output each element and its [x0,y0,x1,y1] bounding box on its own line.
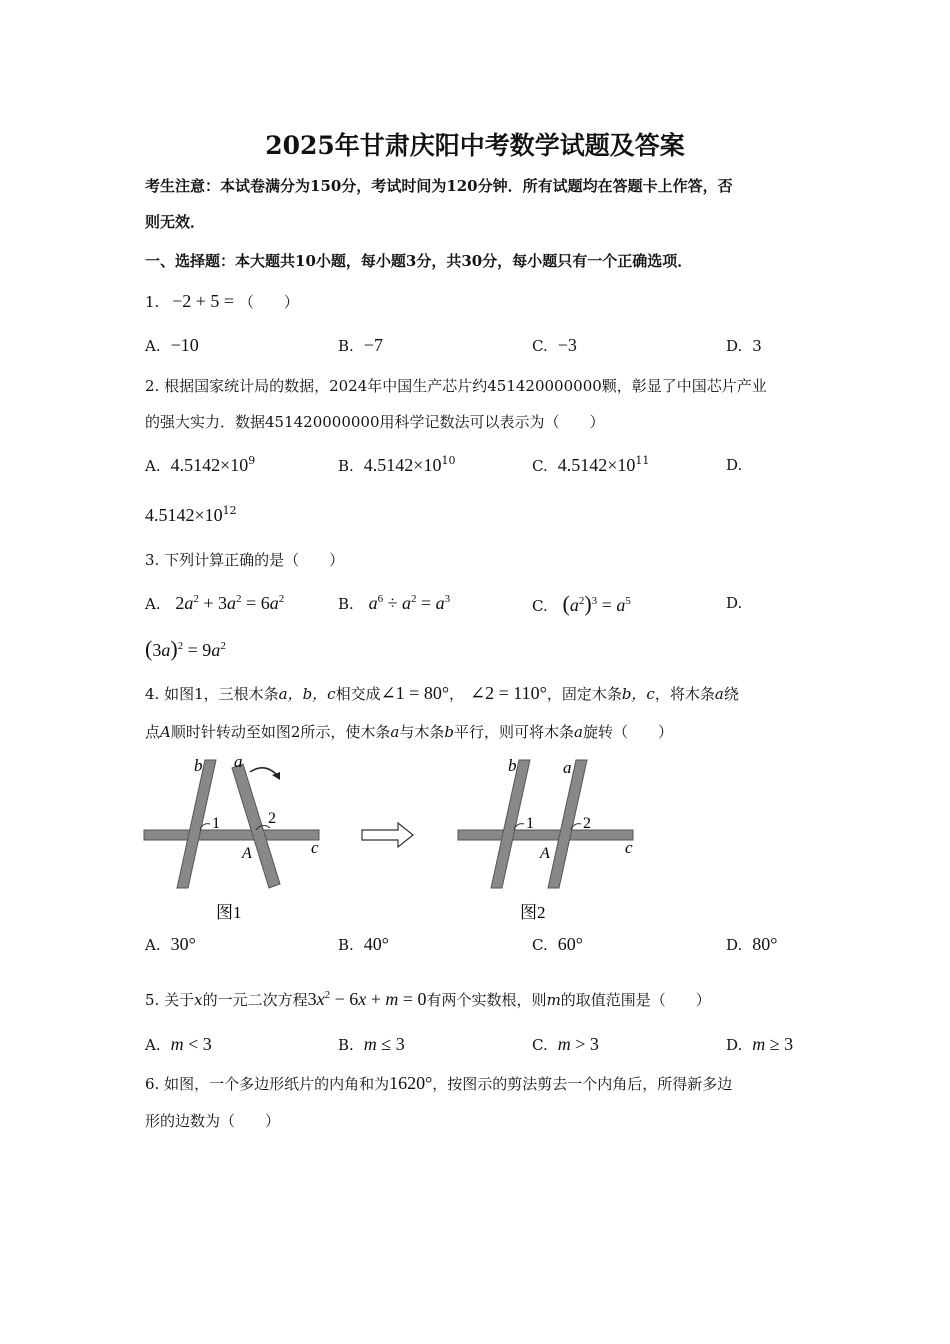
q1-paren: （ ） [238,293,299,311]
figure-2 [458,756,633,922]
q5-option-b[interactable]: B. m ≤ 3 [338,1034,405,1054]
page-title: 2025年甘肃庆阳中考数学试题及答案 [265,131,685,160]
q2-line-2: 的强大实力．数据451420000000用科学记数法可以表示为（ ） [145,413,605,431]
q2-line-1: 2. 根据国家统计局的数据，2024年中国生产芯片约451420000000颗，彰显了中国芯片产业 [145,377,767,395]
fig1-label-a: a [234,752,243,771]
transition-arrow-icon [362,823,413,847]
q3-stem: 3. 下列计算正确的是（ ） [145,551,345,569]
q3-option-b[interactable]: B. $a^6 \div a^2 = a^3$ [338,593,451,613]
q4-figure [130,750,650,930]
q4-option-d[interactable]: D. 80° [726,934,778,954]
q4-option-b[interactable]: B. 40° [338,934,389,954]
fig2-label-2: 2 [583,815,591,832]
q4-angle-1: ∠1 = 80° [380,683,450,703]
q1-option-c[interactable]: C. −3 [532,335,577,355]
fig1-label-b: b [194,756,203,775]
stick-c-1 [144,830,319,840]
q1-number: 1. [145,293,160,311]
question-5: 5. 关于x的一元二次方程$3x^2 - 6x + m = 0$有两个实数根，则m的取值范围是（ ） [145,989,711,1009]
q3-option-a[interactable]: A. $2a^2 + 3a^2 = 6a^2$ [145,593,285,613]
q5-option-a[interactable]: A. m < 3 [145,1034,212,1054]
figure-1 [144,752,319,922]
q3-option-c[interactable]: C. $(a^2)^3 = a^5$ [532,591,631,616]
q4-line-1: 4. 如图1，三根木条a，b，c相交成∠1 = 80°， ∠2 = 110°，固定木条b，c，将木条a绕 [145,683,739,703]
q4-line-2: 点A顺时针转动至如图2所示，使木条a与木条b平行，则可将木条a旋转（ ） [145,723,673,741]
fig1-caption: 图1 [216,903,242,922]
notice-line-2: 则无效． [145,213,206,231]
fig1-label-1: 1 [212,815,220,832]
q6-angle-sum: 1620° [389,1073,433,1093]
notice-line-1: 考生注意：本试卷满分为150分，考试时间为120分钟．所有试题均在答题卡上作答，否 [145,177,733,195]
fig1-label-c: c [311,838,319,857]
q1-expression: −2 + 5 = [172,291,235,311]
fig2-label-A: A [540,845,550,862]
stick-b-1 [177,760,216,888]
fig2-caption: 图2 [520,903,546,922]
q1-option-b[interactable]: B. −7 [338,335,383,355]
q2-option-c[interactable]: C. $4.5142\times 10^{11}$ [532,454,650,475]
q2-option-d-label[interactable]: D. [726,456,743,474]
stick-a-2 [548,760,587,888]
q4-option-a[interactable]: A. 30° [145,934,196,954]
q4-angle-2: ∠2 = 110° [470,683,547,703]
q6-line-2: 形的边数为（ ） [145,1112,281,1130]
fig2-label-a: a [563,758,572,777]
q1-option-a[interactable]: A. −10 [145,335,199,355]
q1-option-d[interactable]: D. 3 [726,337,762,355]
q2-option-d-value[interactable]: $4.5142\times 10^{12}$ [145,504,237,525]
q2-option-b[interactable]: B. $4.5142\times 10^{10}$ [338,454,456,475]
stick-b-2 [491,760,530,888]
q6-line-1: 6. 如图，一个多边形纸片的内角和为1620°，按图示的剪法剪去一个内角后，所得新多边 [145,1073,733,1093]
q4-option-c[interactable]: C. 60° [532,934,583,954]
q3-option-d-label[interactable]: D. [726,594,743,612]
q5-option-c[interactable]: C. m > 3 [532,1034,599,1054]
fig2-label-1: 1 [526,815,534,832]
section-heading: 一、选择题：本大题共10小题，每小题3分，共30分，每小题只有一个正确选项． [145,252,693,270]
q5-equation: $3x^2 - 6x + m = 0$ [307,989,427,1009]
fig2-label-b: b [508,756,517,775]
fig1-label-A: A [242,845,252,862]
q2-option-a[interactable]: A. $4.5142\times 10^9$ [145,454,256,475]
stick-c-2 [458,830,633,840]
fig1-label-2: 2 [268,810,276,827]
q3-option-d-value[interactable]: $(3a)^2 = 9a^2$ [145,636,226,661]
fig2-label-c: c [625,838,633,857]
question-1 [145,291,299,312]
q5-option-d[interactable]: D. m ≥ 3 [726,1034,794,1054]
